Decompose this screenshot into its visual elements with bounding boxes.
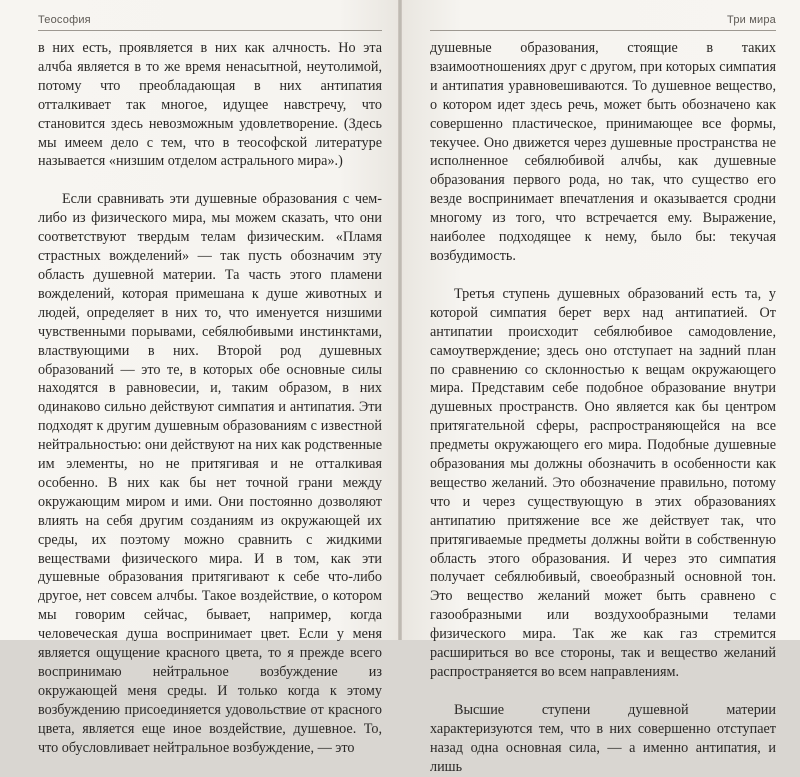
left-paragraph-1: в них есть, проявляется в них как алчность. Но эта алчба является в то же время ненасытной, неутолимой, потому что преобладающая в них антипатия отталкивает так многое, идущее навстречу, что становится здесь невозможным удовлетворение. (Здесь мы имеем дело с тем, что в теософской литературе называется «низшим отделом астрального мира».) xyxy=(38,40,382,170)
left-paragraph-2: Если сравнивать эти душевные образования с чем-либо из физического мира, мы можем сказать, что они соответствуют твердым телам физическим. «Пламя страстных вожделений» — так пусть обозначим эту область душевной материи. Та часть этого пламени вожделений, которая примешана к душе животных и людей, определяет в них то, что именуется низшими чувственными порывами, себялюбивыми инстинктами, властвующими в них. Второй род душевных образований — это те, в которых обе основные силы находятся в равновесии, и, таким образом, в них одинаково сильно действуют симпатия и антипатия. Эти подходят к другим душевным образованиям с известной нейтральностью: они действуют на них как родственные им элементы, но не притягивая и не отталкивая особенно. В них как бы нет точной грани между окружающим миром и ими. Они постоянно дозволяют влиять на себя другим созданиям из окружающей их среды, их поэтому можно сравнить с жидкими веществами физического мира. И в том, как эти душевные образования притягивают к себе что-либо другое, нет совсем алчбы. Такое воздействие, о котором мы говорим сейчас, бывает, например, когда человеческая душа воспринимает цвет. Если у меня является ощущение красного цвета, то я прежде всего воспринимаю нейтральное возбуждение из окружающей меня среды. И только когда к этому возбуждению присоединяется удовольствие от красного цвета, является еще иное воздействие, душевное. То, что обусловливает нейтральное возбуждение, — это xyxy=(38,191,383,756)
right-paragraph-2: Третья ступень душевных образований есть та, у которой симпатия берет верх над антипатией. От антипатии происходит себялюбивое самодовление, самоутверждение; здесь оно отступает на задний план по сравнению со склонностью к вещам окружающего мира. Представим себе подобное образование внутри душевных пространств. Оно является как бы центром притягательной сферы, распространяющейся на все предметы окружающего его мира. Подобные душевные образования мы должны обозначить в особенности как вещество желаний. Это обозначение правильно, потому что и через существующую в этих образованиях антипатию притяжение все же действует так, что притягиваемые предметы должны войти в собственную область этого образования. И через это симпатия получает себялюбивый, своеобразный основной тон. Это вещество желаний может быть сравнено с газообразными или воздухообразными телами физического мира. Так же как газ стремится расшириться во все стороны, так и вещество желаний распространяется во всем направлениям. xyxy=(430,285,776,680)
left-running-head: Теософия xyxy=(38,14,382,31)
right-page-text xyxy=(430,39,776,777)
right-paragraph-1: душевные образования, стоящие в таких взаимоотношениях друг с другом, при которых симпатия и антипатия уравновешиваются. То душевное вещество, о котором идет здесь речь, может быть обозначено как совершенно пластическое, принимающее все формы, текучее. Оно движется через душевные пространства не исполненное себялюбивой алчбы, как душевные образования первого рода, но так, что существо его везде воспринимает впечатления и оказывается сродни многому из того, что встречается ему. Выражение, наиболее подходящее к нему, было бы: текучая возбудимость. xyxy=(430,40,776,264)
right-running-head: Три мира xyxy=(430,14,776,31)
right-paragraph-3: Высшие ступени душевной материи характеризуются тем, что в них совершенно отступает назад одна основная сила, — а именно антипатия, и лишь xyxy=(430,701,776,775)
left-page-text xyxy=(38,39,382,758)
left-page xyxy=(0,0,398,756)
right-page xyxy=(402,0,800,775)
